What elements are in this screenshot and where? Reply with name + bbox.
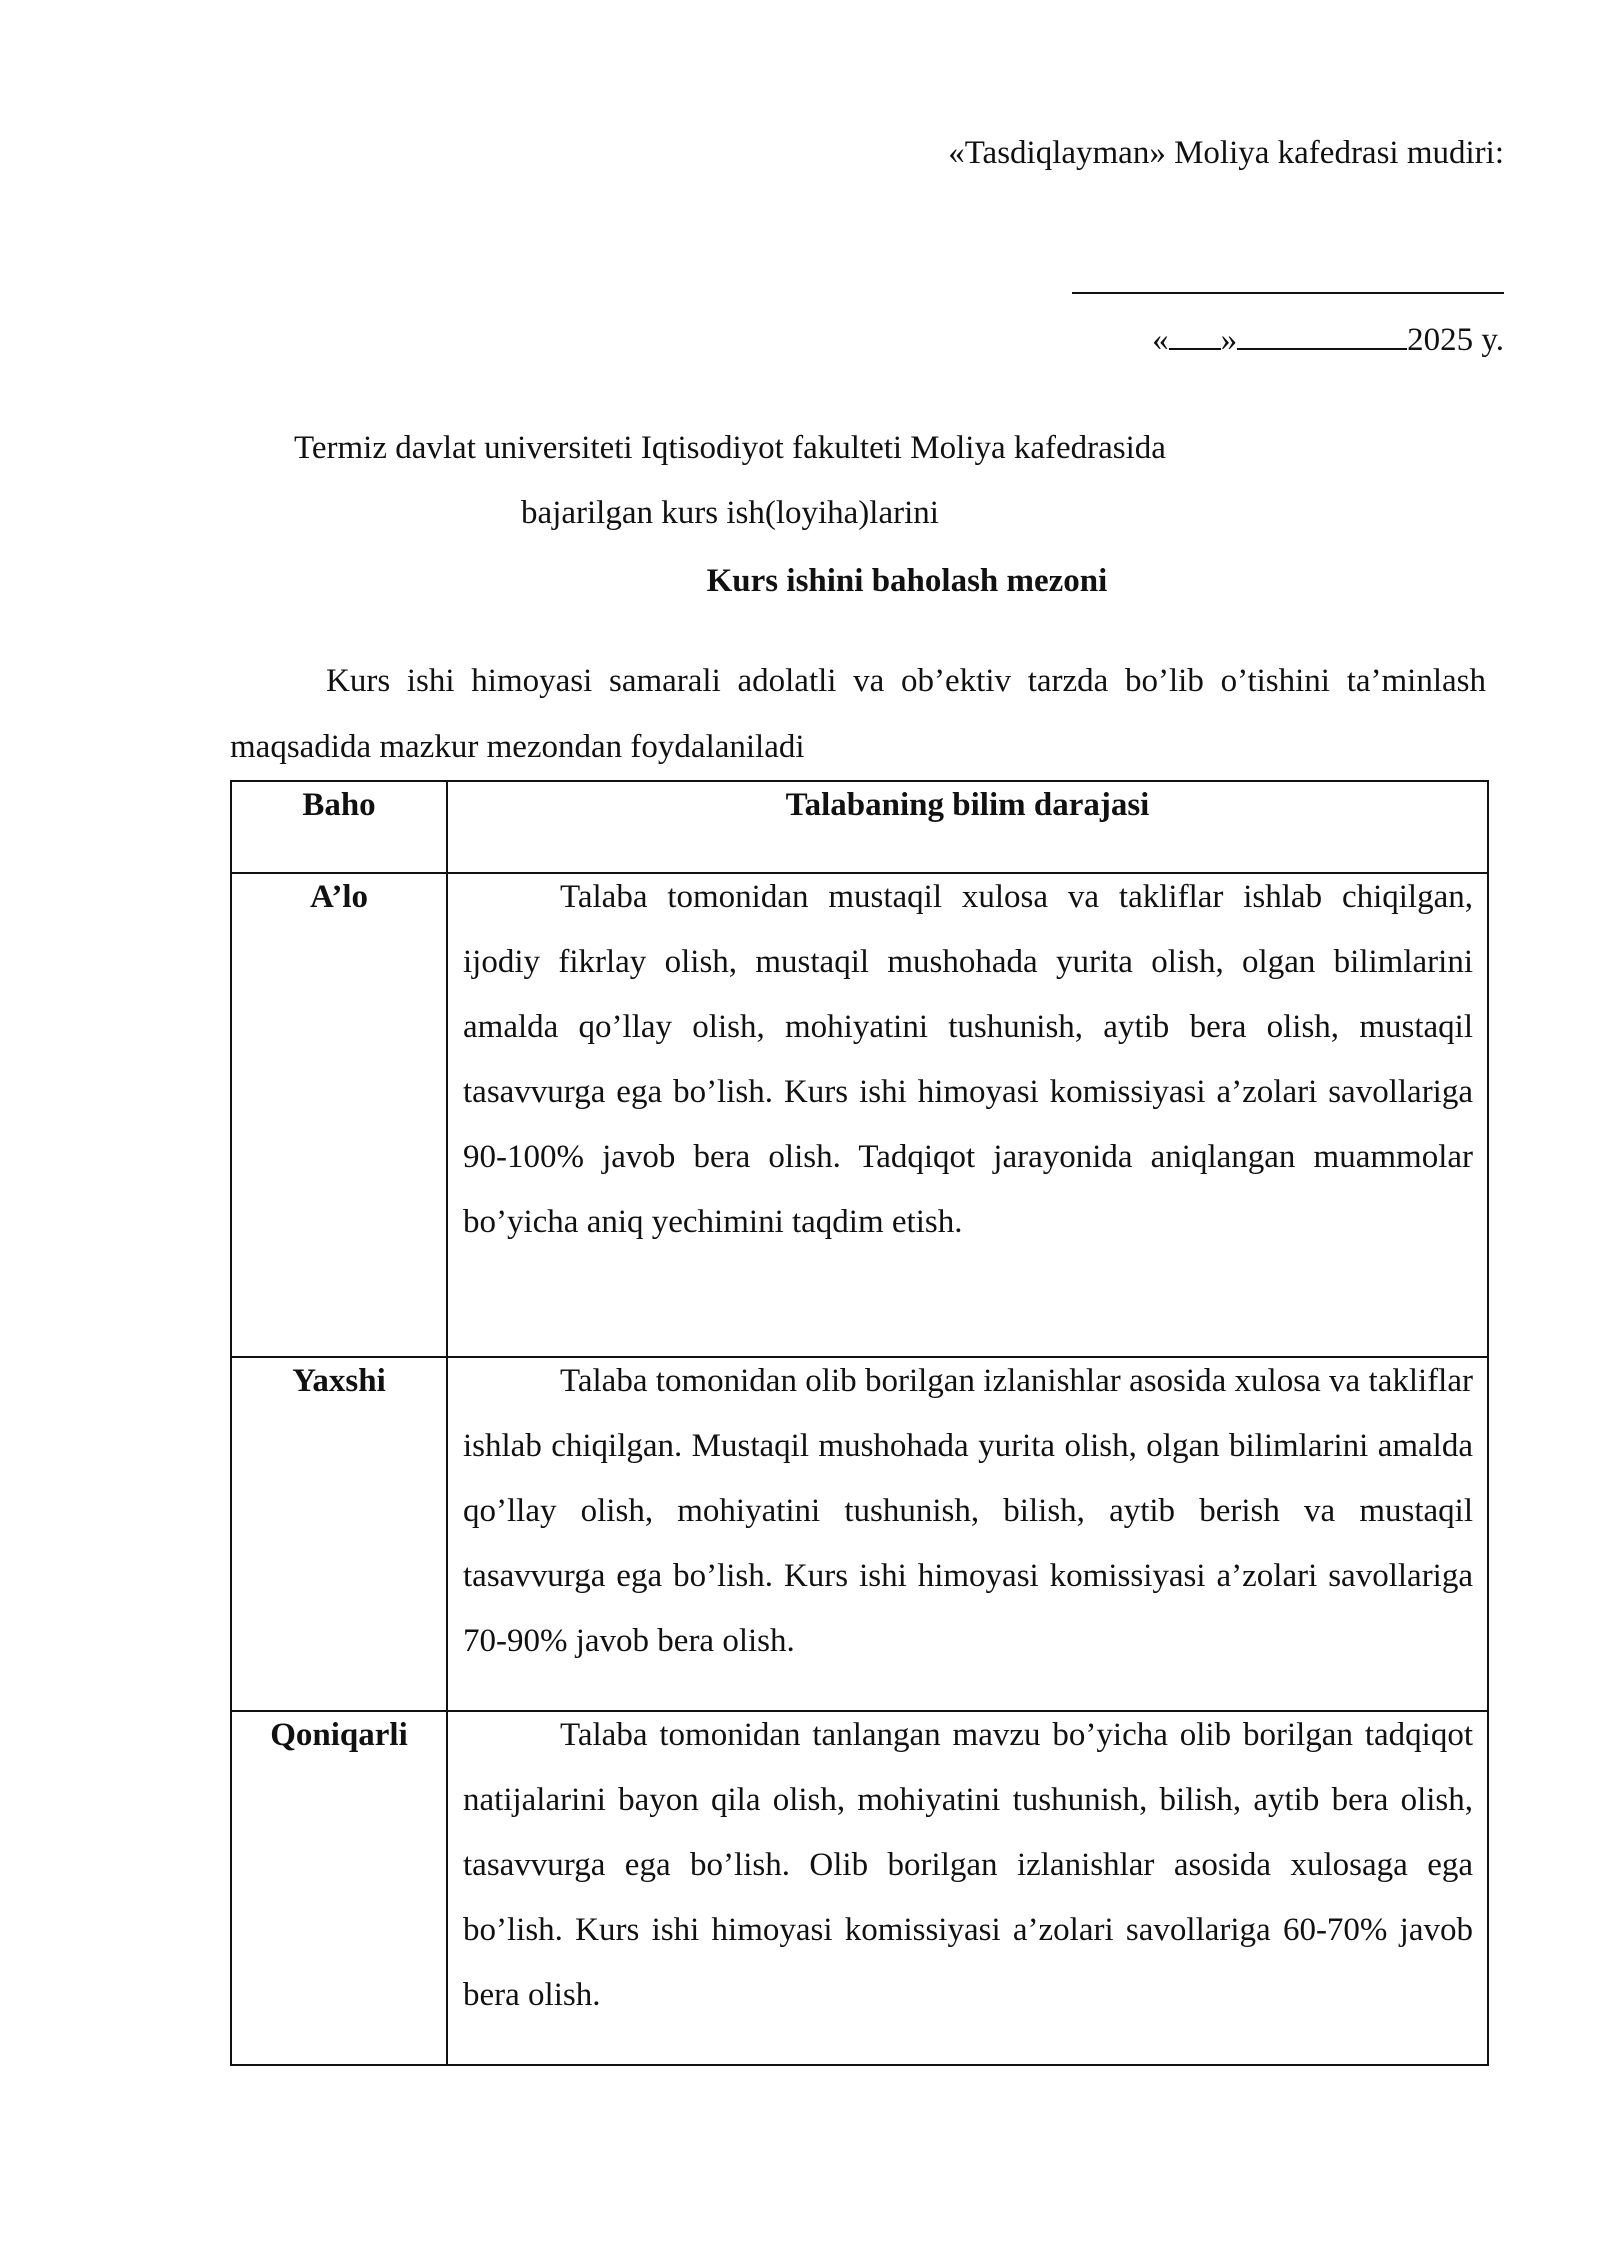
grade-label: Qoniqarli bbox=[270, 1717, 408, 1753]
header-knowledge-level bbox=[447, 781, 1488, 873]
day-blank bbox=[1169, 318, 1221, 350]
description-cell bbox=[447, 1711, 1488, 2065]
header-grade-label: Baho bbox=[302, 787, 376, 823]
description-cell bbox=[447, 1357, 1488, 1711]
heading-line-2: bajarilgan kurs ish(loyiha)larini bbox=[521, 495, 939, 531]
heading-line-1: Termiz davlat universiteti Iqtisodiyot fakulteti Moliya kafedrasida bbox=[294, 430, 1166, 466]
date-open-quote: « bbox=[1152, 322, 1169, 358]
table-header-row bbox=[231, 781, 1488, 873]
grade-cell bbox=[231, 1711, 447, 2065]
description-text: Talaba tomonidan tanlangan mavzu bo’yicha olib borilgan tadqiqot natijalarini bayon qila olish, mohiyatini tushunish, bilish, aytib bera olish, tasavvurga ega bo’lish. Olib borilgan izlanishlar asosida xulosaga ega bo’lish. Kurs ishi himoyasi komissiyasi a’zolari savollariga 60-70% javob bera olish. bbox=[463, 1717, 1473, 2013]
date-year: 2025 y. bbox=[1407, 322, 1504, 358]
approval-text: «Tasdiqlayman» Moliya kafedrasi mudiri: bbox=[948, 135, 1504, 171]
month-blank bbox=[1237, 318, 1407, 350]
intro-paragraph: Kurs ishi himoyasi samarali adolatli va ob’ektiv tarzda bo’lib o’tishini ta’minlash maqsadida mazkur mezondan foydalaniladi bbox=[230, 663, 1486, 765]
document-title: Kurs ishini baholash mezoni bbox=[706, 563, 1108, 599]
approval-date bbox=[1152, 318, 1504, 359]
signature-line bbox=[1072, 292, 1504, 294]
date-close-quote: » bbox=[1220, 322, 1238, 358]
grade-label: A’lo bbox=[309, 879, 369, 915]
table-row bbox=[231, 1357, 1488, 1711]
grade-label: Yaxshi bbox=[292, 1363, 386, 1399]
grade-cell bbox=[231, 873, 447, 1357]
grading-criteria-table bbox=[230, 780, 1489, 2066]
description-text: Talaba tomonidan olib borilgan izlanishlar asosida xulosa va takliflar ishlab chiqilgan. Mustaqil mushohada yurita olish, olgan bilimlarini amalda qo’llay olish, mohiyatini tushunish, bilish, aytib berish va mustaqil tasavvurga ega bo’lish. Kurs ishi himoyasi komissiyasi a’zolari savollariga 70-90% javob bera olish. bbox=[463, 1363, 1473, 1659]
grade-cell bbox=[231, 1357, 447, 1711]
description-cell bbox=[447, 873, 1488, 1357]
header-knowledge-label: Talabaning bilim darajasi bbox=[785, 787, 1150, 823]
description-text: Talaba tomonidan mustaqil xulosa va takliflar ishlab chiqilgan, ijodiy fikrlay olish, mustaqil mushohada yurita olish, olgan bilimlarini amalda qo’llay olish, mohiyatini tushunish, aytib bera olish, mustaqil tasavvurga ega bo’lish. Kurs ishi himoyasi komissiyasi a’zolari savollariga 90-100% javob bera olish. Tadqiqot jarayonida aniqlangan muammolar bo’yicha aniq yechimini taqdim etish. bbox=[463, 879, 1473, 1240]
header-grade bbox=[231, 781, 447, 873]
table-row bbox=[231, 1711, 1488, 2065]
table-row bbox=[231, 873, 1488, 1357]
